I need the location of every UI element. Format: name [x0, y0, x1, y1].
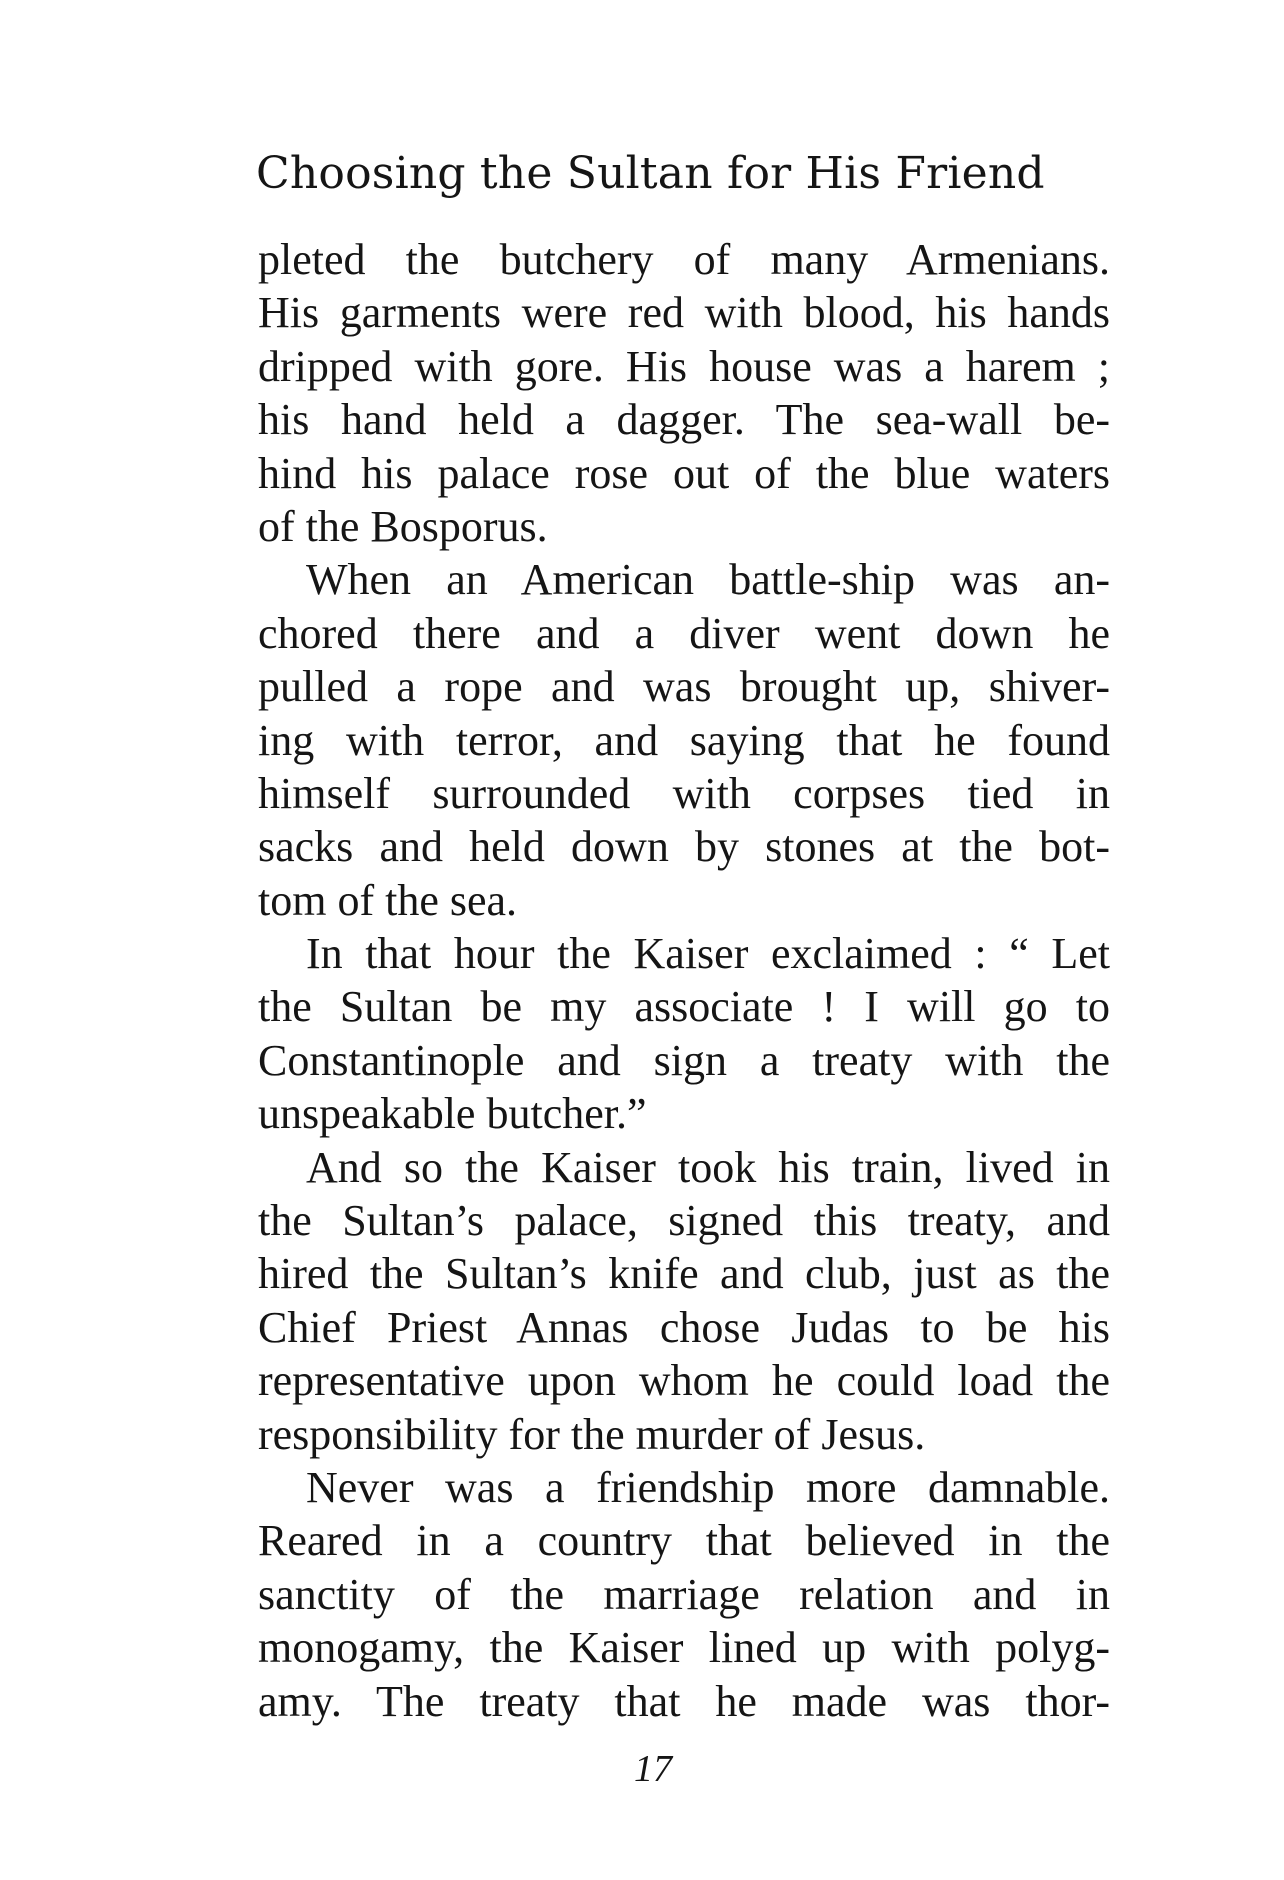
paragraph — [258, 233, 1110, 553]
text-line: pulled a rope and was brought up, shiver- — [258, 662, 1110, 712]
text-line: Reared in a country that believed in the — [258, 1516, 1110, 1566]
text-line: In that hour the Kaiser exclaimed : “ Let — [306, 929, 1110, 979]
text-line: And so the Kaiser took his train, lived in — [306, 1142, 1110, 1192]
body-text — [258, 233, 1110, 1728]
text-line: His garments were red with blood, his hands — [258, 288, 1110, 338]
paragraph — [258, 1461, 1110, 1728]
text-line: the Sultan’s palace, signed this treaty, and — [258, 1196, 1110, 1246]
running-head: Choosing the Sultan for His Friend — [256, 148, 1045, 199]
text-line: himself surrounded with corpses tied in — [258, 768, 1110, 818]
text-line: responsibility for the murder of Jesus. — [258, 1409, 926, 1459]
text-line: representative upon whom he could load the — [258, 1356, 1110, 1406]
paragraph — [258, 1141, 1110, 1461]
text-line: the Sultan be my associate ! I will go to — [258, 982, 1110, 1032]
text-line: his hand held a dagger. The sea-wall be- — [258, 395, 1110, 445]
text-line: unspeakable butcher.” — [258, 1089, 647, 1139]
text-line: When an American battle-ship was an- — [306, 555, 1110, 605]
text-line: amy. The treaty that he made was thor- — [258, 1676, 1110, 1726]
text-line: pleted the butchery of many Armenians. — [258, 235, 1110, 284]
text-line: ing with terror, and saying that he found — [258, 715, 1110, 765]
text-line: hind his palace rose out of the blue waters — [258, 448, 1110, 498]
text-line: dripped with gore. His house was a harem ; — [258, 341, 1110, 391]
text-line: Never was a friendship more damnable. — [306, 1462, 1110, 1512]
text-line: Constantinople and sign a treaty with the — [258, 1035, 1110, 1085]
text-line: chored there and a diver went down he — [258, 608, 1110, 658]
page-number: 17 — [634, 1748, 672, 1790]
paragraph — [258, 927, 1110, 1141]
text-line: monogamy, the Kaiser lined up with polyg- — [258, 1623, 1110, 1673]
text-line: hired the Sultan’s knife and club, just as the — [258, 1249, 1110, 1299]
text-line: of the Bosporus. — [258, 501, 548, 551]
text-line: tom of the sea. — [258, 875, 518, 925]
text-line: Chief Priest Annas chose Judas to be his — [258, 1302, 1110, 1352]
text-line: sacks and held down by stones at the bot- — [258, 822, 1110, 872]
paragraph — [258, 553, 1110, 927]
text-line: sanctity of the marriage relation and in — [258, 1569, 1110, 1619]
